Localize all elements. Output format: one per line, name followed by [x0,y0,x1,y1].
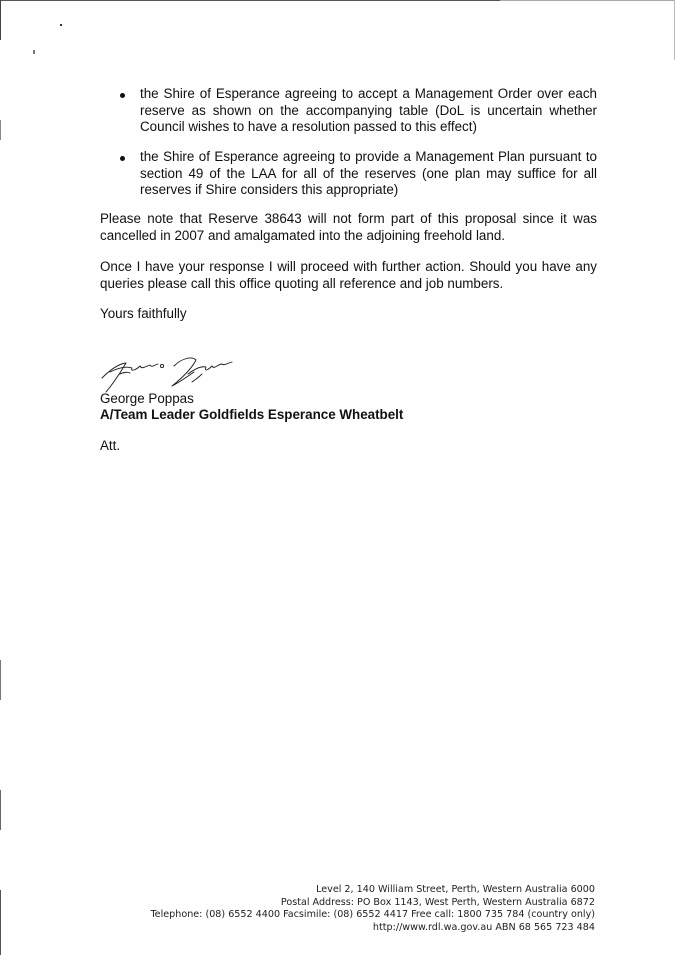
handwritten-signature [96,352,246,394]
bullet-item-management-order: the Shire of Esperance agreeing to accept a Management Order over each reserve as shown on the accompanying table (DoL is uncertain whether Council wishes to have a resolution passed to this effect) [140,86,597,135]
scan-speck [60,24,62,26]
scan-edge-left [0,0,1,955]
footer-postal-address: Postal Address: PO Box 1143, West Perth, Western Australia 6872 [280,896,595,908]
paragraph-response-note: Once I have your response I will proceed with further action. Should you have any queries please call this office quoting all reference and job numbers. [100,259,597,291]
bullet-item-management-plan: the Shire of Esperance agreeing to provide a Management Plan pursuant to section 49 of the LAA for all of the reserves (one plan may suffice for all reserves if Shire considers this appropriate) [140,149,597,198]
signature-stroke [110,364,158,372]
closing-salutation: Yours faithfully [100,306,187,321]
signature-stroke [188,362,232,374]
signature-stroke [160,364,163,367]
attachment-note: Att. [100,438,121,453]
paragraph-reserve-note: Please note that Reserve 38643 will not form part of this proposal since it was cancelled in 2007 and amalgamated into the adjoining freehold land. [100,211,597,243]
scan-speck [33,50,35,54]
signature-stroke [192,374,202,382]
signatory-title: A/Team Leader Goldfields Esperance Wheatbelt [100,407,404,422]
footer-website-abn: http://www.rdl.wa.gov.au ABN 68 565 723 484 [372,921,595,933]
signatory-name: George Poppas [100,391,194,406]
signature-stroke [120,372,130,374]
footer-street-address: Level 2, 140 William Street, Perth, Western Australia 6000 [316,884,595,895]
scan-edge-top [0,0,675,1]
bullet-icon [120,93,125,98]
bullet-icon [120,156,125,161]
footer-phone-numbers: Telephone: (08) 6552 4400 Facsimile: (08) 6552 4417 Free call: 1800 735 784 (country only) [150,909,595,921]
letterhead-footer [150,884,595,934]
